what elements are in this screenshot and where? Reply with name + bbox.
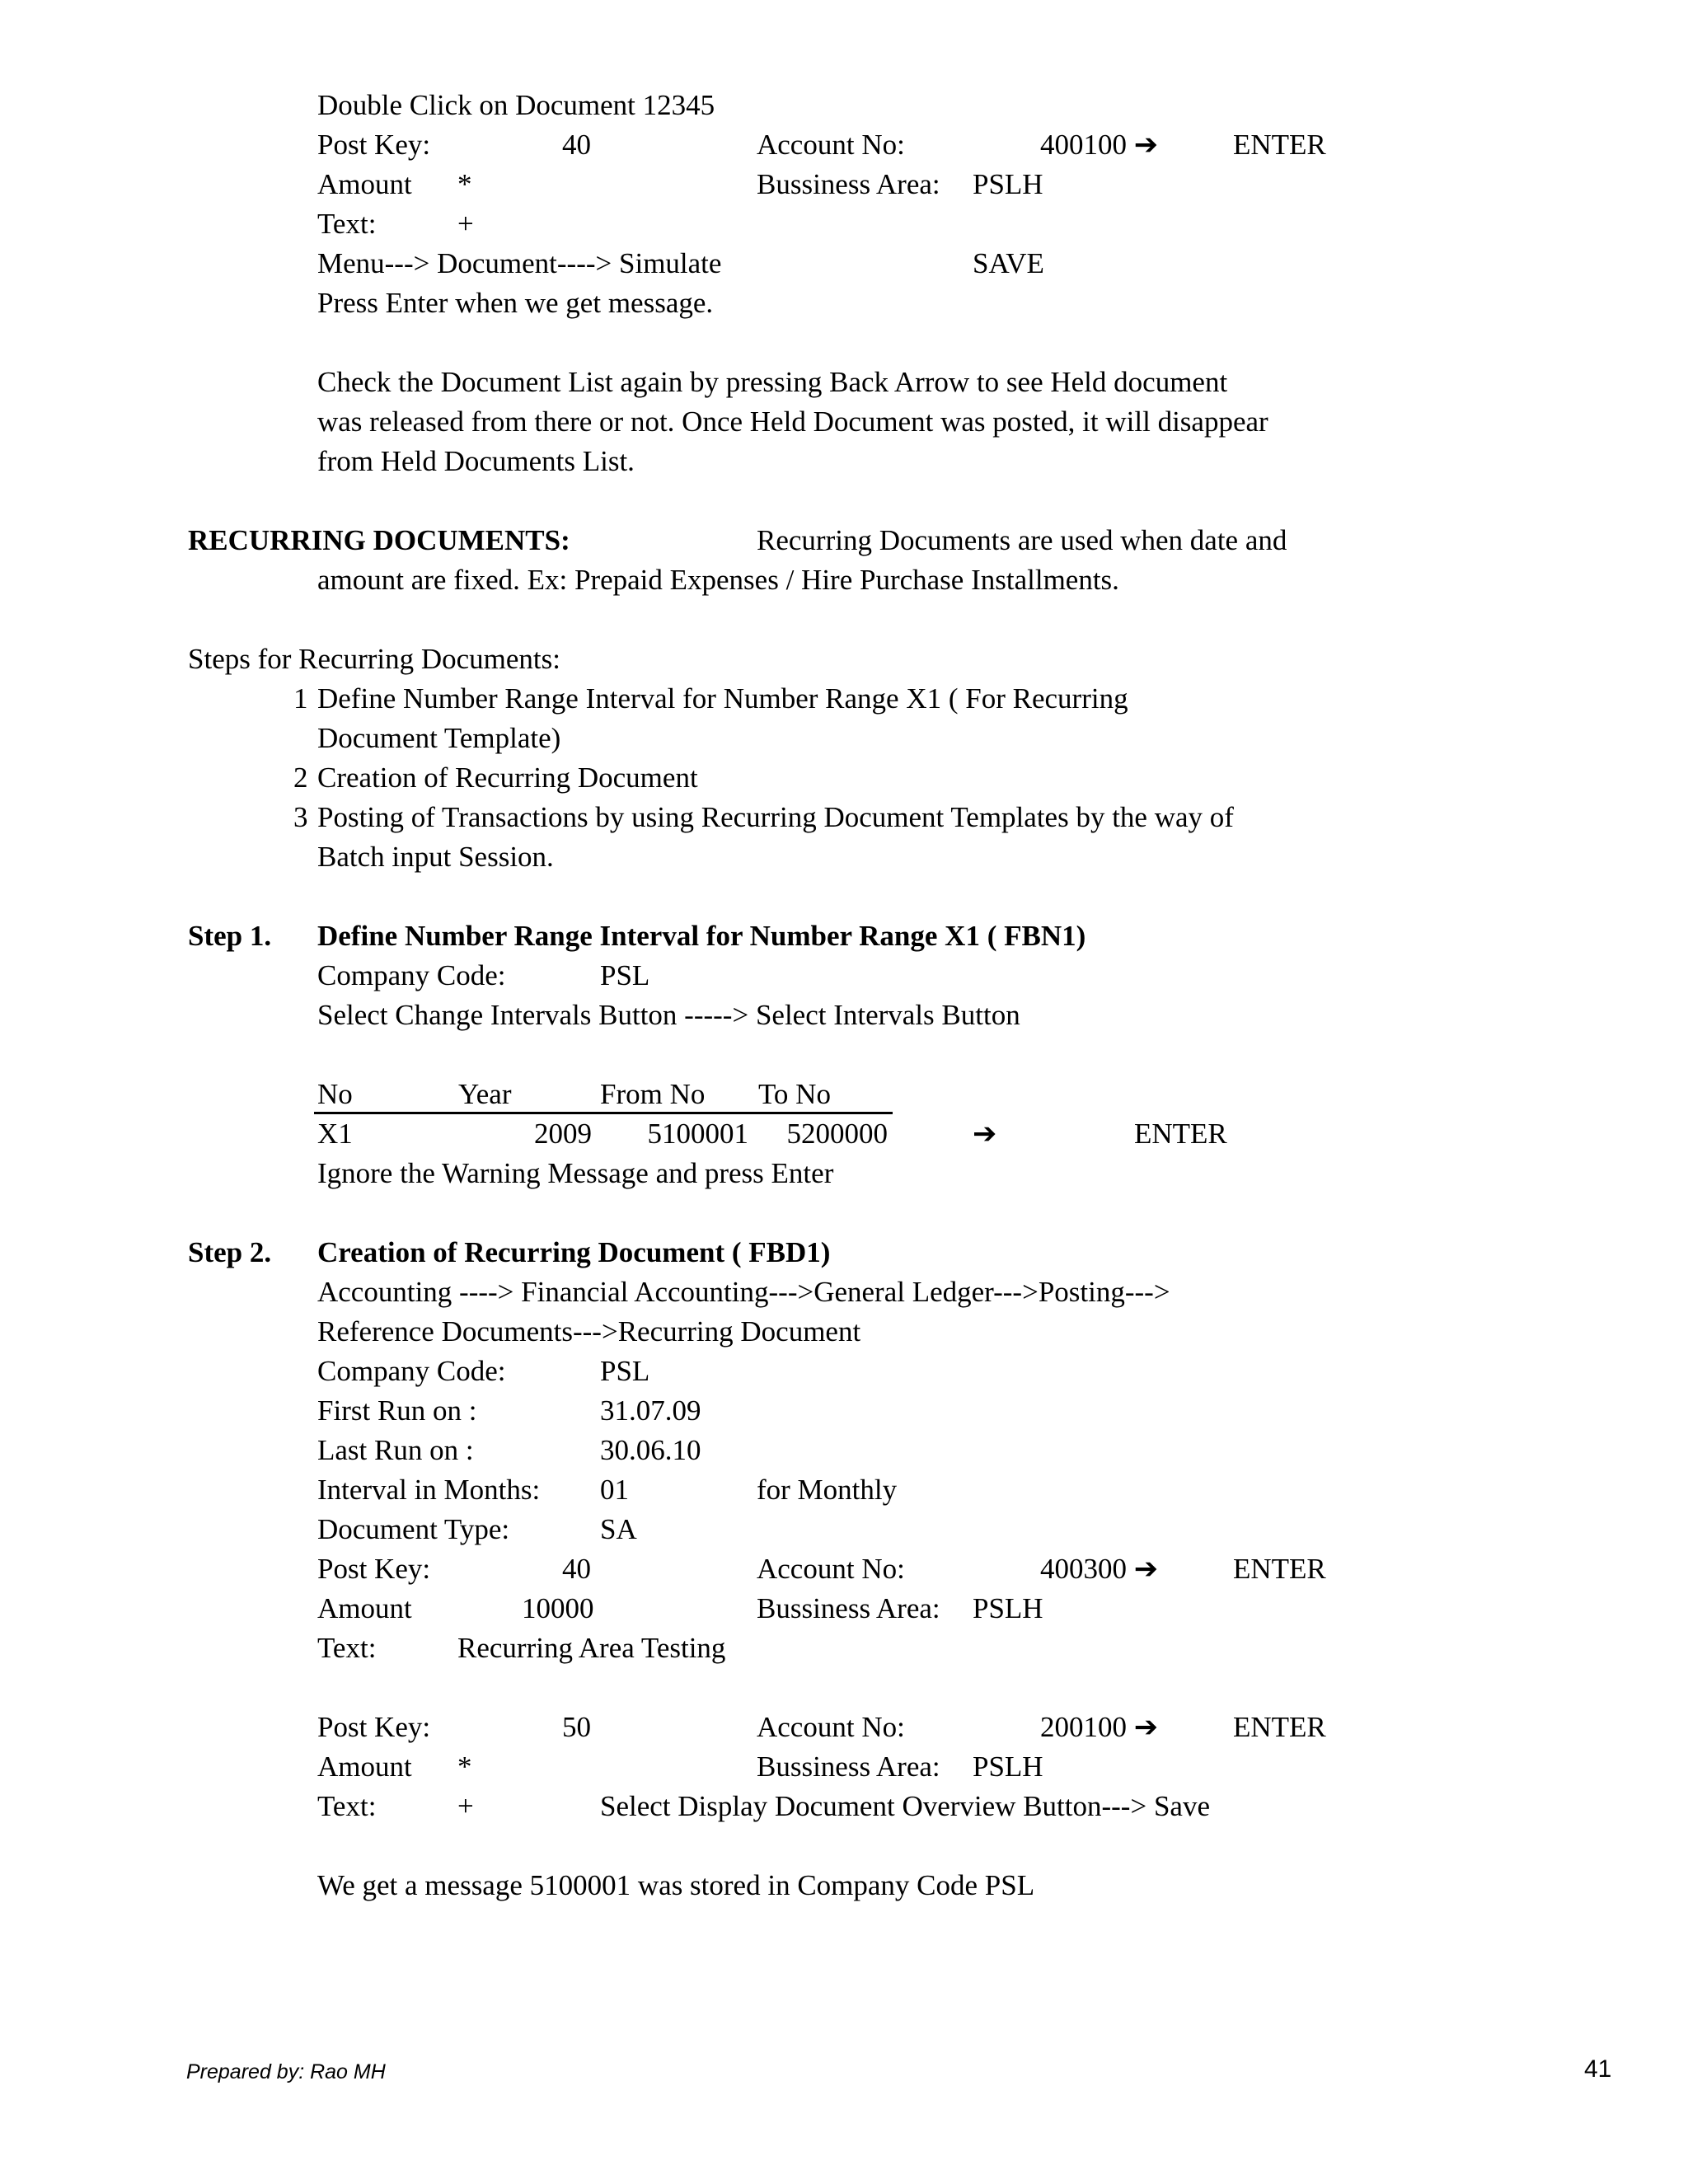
step-number: 3 (293, 801, 308, 833)
business-area-label: Bussiness Area: (757, 168, 940, 200)
business-area-label: Bussiness Area: (757, 1592, 940, 1624)
table-header-rule (314, 1112, 893, 1114)
field-value: 01 (600, 1474, 629, 1506)
table-header: To No (758, 1078, 831, 1110)
held-line-1: Double Click on Document 12345 (317, 89, 715, 121)
post-key-value: 50 (562, 1711, 591, 1743)
table-header: Year (458, 1078, 512, 1110)
table-cell: 5100001 (647, 1118, 748, 1150)
enter-label: ENTER (1233, 129, 1326, 161)
stored-message: We get a message 5100001 was stored in Company Code PSL (317, 1869, 1035, 1901)
amount-value: * (457, 1750, 472, 1783)
field-value: SA (600, 1513, 637, 1545)
select-intervals-instruction: Select Change Intervals Button -----> Select Intervals Button (317, 999, 1020, 1031)
step-text-continued: Batch input Session. (317, 841, 554, 873)
enter-label: ENTER (1233, 1553, 1326, 1585)
business-area-label: Bussiness Area: (757, 1750, 940, 1783)
business-area-value: PSLH (973, 168, 1043, 200)
enter-label: ENTER (1233, 1711, 1326, 1743)
field-value: PSL (600, 1355, 650, 1387)
menu-path-line-2: Reference Documents--->Recurring Document (317, 1315, 861, 1347)
step2-label: Step 2. (188, 1236, 272, 1268)
steps-title: Steps for Recurring Documents: (188, 643, 560, 675)
recurring-desc-line-1: Recurring Documents are used when date and (757, 524, 1287, 556)
post-key-label: Post Key: (317, 129, 431, 161)
post-key-value: 40 (562, 1553, 591, 1585)
display-overview-instruction: Select Display Document Overview Button---> Save (600, 1790, 1210, 1822)
prepared-by: Prepared by: Rao MH (186, 2060, 386, 2083)
company-code-label: Company Code: (317, 959, 506, 991)
text-label: Text: (317, 1790, 377, 1822)
business-area-value: PSLH (973, 1750, 1043, 1783)
text-value: + (457, 208, 474, 240)
section-heading: RECURRING DOCUMENTS: (188, 524, 570, 556)
step-text: Posting of Transactions by using Recurring Document Templates by the way of (317, 801, 1234, 833)
field-value: 31.07.09 (600, 1394, 701, 1427)
check-paragraph-line-1: Check the Document List again by pressing Back Arrow to see Held document (317, 366, 1228, 398)
text-value: Recurring Area Testing (457, 1632, 726, 1664)
table-cell: X1 (317, 1118, 353, 1150)
text-value: + (457, 1790, 474, 1822)
step-text: Define Number Range Interval for Number Range X1 ( For Recurring (317, 682, 1128, 715)
arrow-icon: ➔ (973, 1118, 997, 1150)
text-label: Text: (317, 1632, 377, 1664)
field-value: 30.06.10 (600, 1434, 701, 1466)
account-label: Account No: (757, 129, 905, 161)
amount-label: Amount (317, 1750, 412, 1783)
step-number: 1 (293, 682, 308, 715)
ignore-warning-note: Ignore the Warning Message and press Enter (317, 1157, 834, 1189)
step-text-continued: Document Template) (317, 722, 561, 754)
company-code-value: PSL (600, 959, 650, 991)
amount-label: Amount (317, 1592, 412, 1624)
field-label: First Run on : (317, 1394, 477, 1427)
post-key-label: Post Key: (317, 1553, 431, 1585)
save-label: SAVE (973, 247, 1044, 279)
amount-value: 10000 (522, 1592, 594, 1624)
menu-path: Menu---> Document----> Simulate (317, 247, 722, 279)
step-number: 2 (293, 762, 308, 794)
table-cell: 5200000 (786, 1118, 888, 1150)
table-cell: 2009 (534, 1118, 592, 1150)
account-value: 400100 ➔ (1040, 129, 1159, 161)
field-label: Interval in Months: (317, 1474, 541, 1506)
recurring-desc-line-2: amount are fixed. Ex: Prepaid Expenses / Hire Purchase Installments. (317, 564, 1119, 596)
field-label: Document Type: (317, 1513, 510, 1545)
amount-value: * (457, 168, 472, 200)
table-header: No (317, 1078, 353, 1110)
step1-label: Step 1. (188, 920, 272, 952)
menu-path-line-1: Accounting ----> Financial Accounting--->General Ledger--->Posting---> (317, 1276, 1170, 1308)
post-key-label: Post Key: (317, 1711, 431, 1743)
check-paragraph-line-3: from Held Documents List. (317, 445, 635, 477)
account-value: 200100 ➔ (1040, 1711, 1159, 1743)
amount-label: Amount (317, 168, 412, 200)
post-key-value: 40 (562, 129, 591, 161)
account-value: 400300 ➔ (1040, 1553, 1159, 1585)
account-label: Account No: (757, 1553, 905, 1585)
enter-label: ENTER (1134, 1118, 1227, 1150)
step1-title: Define Number Range Interval for Number Range X1 ( FBN1) (317, 920, 1086, 952)
page-number: 41 (1584, 2055, 1612, 2083)
business-area-value: PSLH (973, 1592, 1043, 1624)
press-enter-note: Press Enter when we get message. (317, 287, 714, 319)
step2-title: Creation of Recurring Document ( FBD1) (317, 1236, 831, 1268)
table-header: From No (600, 1078, 706, 1110)
field-label: Last Run on : (317, 1434, 474, 1466)
field-label: Company Code: (317, 1355, 506, 1387)
check-paragraph-line-2: was released from there or not. Once Held Document was posted, it will disappear (317, 405, 1268, 438)
step-text: Creation of Recurring Document (317, 762, 698, 794)
account-label: Account No: (757, 1711, 905, 1743)
text-label: Text: (317, 208, 377, 240)
interval-note: for Monthly (757, 1474, 898, 1506)
